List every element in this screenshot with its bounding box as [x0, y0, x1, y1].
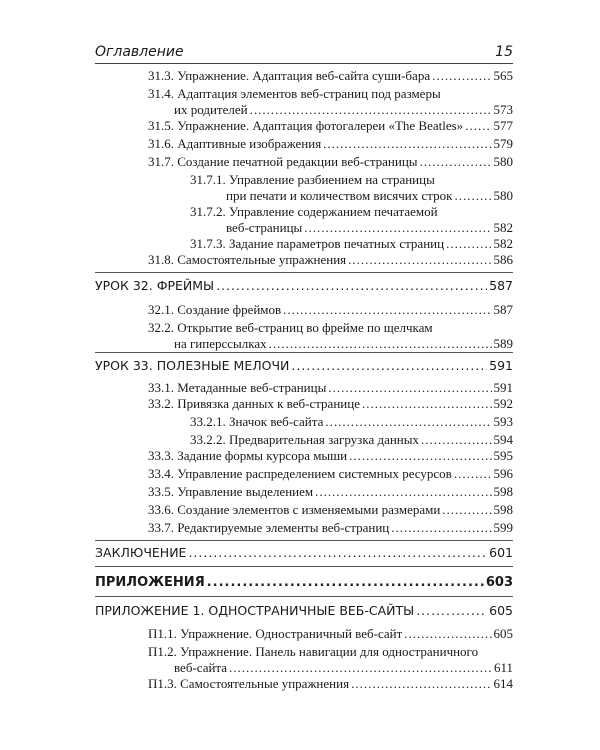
header-section-title: Оглавление	[95, 44, 184, 60]
section-divider	[95, 540, 513, 541]
toc-entry-31-7-1[interactable]: 31.7.1. Управление разбиением на страницы при печати и количеством висячих строк ..... 580	[190, 172, 513, 204]
toc-page-number: 577	[493, 118, 513, 133]
toc-page-number: 586	[493, 252, 513, 267]
toc-page-number: 573	[493, 102, 513, 117]
toc-entry-33-4[interactable]: 33.4. Управление распределением системных ресурсов ..... 596	[148, 466, 513, 482]
toc-entry-33-5[interactable]: 33.5. Управление выделением ..... 598	[148, 484, 513, 500]
toc-page-number: 589	[493, 336, 513, 351]
toc-entry-lesson-33[interactable]: УРОК 33. ПОЛЕЗНЫЕ МЕЛОЧИ ..... 591	[95, 358, 513, 374]
toc-page-number: 582	[493, 236, 513, 251]
toc-page-number: 595	[493, 448, 513, 463]
toc-page-number: 591	[493, 380, 513, 395]
toc-entry-31-4[interactable]: 31.4. Адаптация элементов веб-страниц под размеры их родителей ..... 573	[148, 86, 513, 118]
toc-entry-33-2-2[interactable]: 33.2.2. Предварительная загрузка данных ..... 594	[190, 432, 513, 448]
toc-page-number: 598	[493, 502, 513, 517]
toc-page-number: 605	[489, 603, 513, 618]
toc-page-number: 592	[493, 396, 513, 411]
toc-entry-31-7[interactable]: 31.7. Создание печатной редакции веб-страницы ..... 580	[148, 154, 513, 170]
toc-page-number: 601	[489, 545, 513, 560]
toc-entry-31-5[interactable]: 31.5. Упражнение. Адаптация фотогалереи «The Beatles» ..... 577	[148, 118, 513, 134]
toc-entry-31-6[interactable]: 31.6. Адаптивные изображения ..... 579	[148, 136, 513, 152]
toc-page-number: 599	[493, 520, 513, 535]
toc-page-number: 579	[493, 136, 513, 151]
toc-entry-31-8[interactable]: 31.8. Самостоятельные упражнения ..... 586	[148, 252, 513, 268]
toc-page-number: 603	[485, 575, 513, 590]
toc-page-number: 614	[493, 676, 513, 691]
toc-page-number: 611	[493, 660, 513, 675]
running-header	[95, 44, 513, 60]
toc-page-number: 591	[489, 358, 513, 373]
toc-entry-33-3[interactable]: 33.3. Задание формы курсора мыши ..... 595	[148, 448, 513, 464]
toc-page-number: 594	[493, 432, 513, 447]
toc-page-number: 593	[493, 414, 513, 429]
toc-page-number: 580	[493, 188, 513, 203]
toc-entry-p1-2[interactable]: П1.2. Упражнение. Панель навигации для одностраничного веб-сайта ..... 611	[148, 644, 513, 676]
toc-page-number: 587	[493, 302, 513, 317]
header-page-number: 15	[495, 44, 513, 60]
section-divider	[95, 596, 513, 597]
toc-entry-31-7-2[interactable]: 31.7.2. Управление содержанием печатаемой веб-страницы ..... 582	[190, 204, 513, 236]
toc-page-number: 587	[489, 278, 513, 293]
toc-entry-31-7-3[interactable]: 31.7.3. Задание параметров печатных страниц ..... 582	[190, 236, 513, 252]
section-divider	[95, 566, 513, 567]
toc-entry-32-2[interactable]: 32.2. Открытие веб-страниц во фрейме по щелчкам на гиперссылках ..... 589	[148, 320, 513, 352]
toc-page-number: 582	[493, 220, 513, 235]
toc-entry-33-2[interactable]: 33.2. Привязка данных к веб-странице ..... 592	[148, 396, 513, 412]
toc-entry-p1-3[interactable]: П1.3. Самостоятельные упражнения ..... 614	[148, 676, 513, 692]
toc-entry-32-1[interactable]: 32.1. Создание фреймов ..... 587	[148, 302, 513, 318]
toc-page-number: 565	[493, 68, 513, 83]
toc-entry-lesson-32[interactable]: УРОК 32. ФРЕЙМЫ ..... 587	[95, 278, 513, 294]
toc-page-number: 605	[493, 626, 513, 641]
toc-entry-appendices[interactable]: ПРИЛОЖЕНИЯ ..... 603	[95, 575, 513, 591]
toc-page-number: 580	[493, 154, 513, 169]
toc-entry-33-7[interactable]: 33.7. Редактируемые элементы веб-страниц ..... 599	[148, 520, 513, 536]
toc-page-number: 598	[493, 484, 513, 499]
toc-entry-33-1[interactable]: 33.1. Метаданные веб-страницы ..... 591	[148, 380, 513, 396]
toc-entry-33-6[interactable]: 33.6. Создание элементов с изменяемыми размерами ..... 598	[148, 502, 513, 518]
section-divider	[95, 352, 513, 353]
toc-entry-33-2-1[interactable]: 33.2.1. Значок веб-сайта ..... 593	[190, 414, 513, 430]
section-divider	[95, 272, 513, 273]
toc-entry-conclusion[interactable]: ЗАКЛЮЧЕНИЕ ..... 601	[95, 545, 513, 561]
toc-entry-31-3[interactable]: 31.3. Упражнение. Адаптация веб-сайта суши-бара ..... 565	[148, 68, 513, 84]
toc-entry-appendix-1[interactable]: ПРИЛОЖЕНИЕ 1. ОДНОСТРАНИЧНЫЕ ВЕБ-САЙТЫ ..... 605	[95, 603, 513, 619]
toc-page-number: 596	[493, 466, 513, 481]
toc-entry-p1-1[interactable]: П1.1. Упражнение. Одностраничный веб-сайт ..... 605	[148, 626, 513, 642]
header-rule	[95, 63, 513, 64]
